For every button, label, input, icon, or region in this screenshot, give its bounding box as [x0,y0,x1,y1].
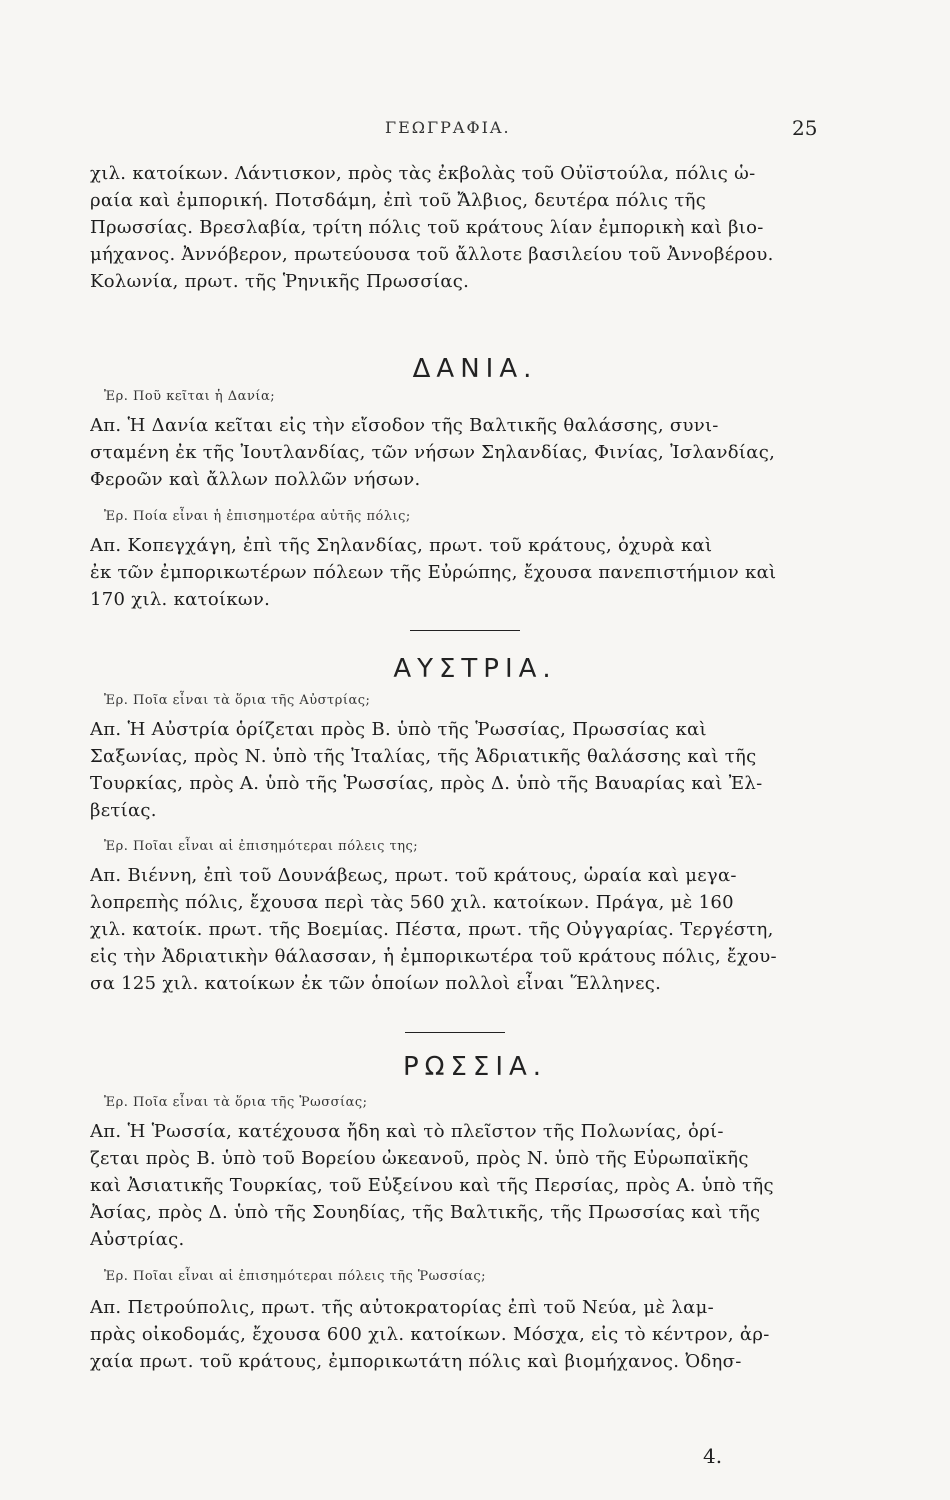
text-line: ραία καὶ ἐμπορική. Ποτσδάμη, ἐπὶ τοῦ Ἄλβιος, δευτέρα πόλις τῆς [90,190,707,211]
text-line: Απ. Ἡ Ῥωσσία, κατέχουσα ἤδη καὶ τὸ πλεῖστον τῆς Πολωνίας, ὁρί- [90,1121,724,1142]
question-dania-2: Ἐρ. Ποία εἶναι ἡ ἐπισημοτέρα αὐτῆς πόλις; [104,509,411,524]
text-line: Απ. Ἡ Αὐστρία ὁρίζεται πρὸς Β. ὑπὸ τῆς Ῥωσσίας, Πρωσσίας καὶ [90,719,707,740]
answer-austria-2 [90,862,830,997]
text-line: Απ. Βιέννη, ἐπὶ τοῦ Δουνάβεως, πρωτ. τοῦ κράτους, ὡραία καὶ μεγα- [90,865,737,886]
intro-paragraph [90,160,830,295]
text-line: 170 χιλ. κατοίκων. [90,589,271,610]
answer-austria-1 [90,716,830,824]
answer-russia-1 [90,1118,830,1253]
signature-mark: 4. [703,1444,723,1468]
question-austria-2: Ἐρ. Ποῖαι εἶναι αἱ ἐπισημότεραι πόλεις της; [104,839,419,854]
text-line: Τουρκίας, πρὸς Α. ὑπὸ τῆς Ῥωσσίας, πρὸς Δ. ὑπὸ τῆς Βαυαρίας καὶ Ἐλ- [90,773,763,794]
question-russia-1: Ἐρ. Ποῖα εἶναι τὰ ὅρια τῆς Ῥωσσίας; [104,1095,368,1110]
text-line: καὶ Ἀσιατικῆς Τουρκίας, τοῦ Εὐξείνου καὶ τῆς Περσίας, πρὸς Α. ὑπὸ τῆς [90,1175,774,1196]
text-line: Κολωνία, πρωτ. τῆς Ῥηνικῆς Πρωσσίας. [90,271,470,292]
text-line: χαία πρωτ. τοῦ κράτους, ἐμπορικωτάτη πόλις καὶ βιομήχανος. Ὀδησ- [90,1351,742,1372]
text-line: εἰς τὴν Ἀδριατικὴν θάλασσαν, ἡ ἐμπορικωτέρα τοῦ κράτους πόλις, ἔχου- [90,946,777,967]
question-austria-1: Ἐρ. Ποῖα εἶναι τὰ ὅρια τῆς Αὐστρίας; [104,693,371,708]
text-line: Πρωσσίας. Βρεσλαβία, τρίτη πόλις τοῦ κράτους λίαν ἐμπορικὴ καὶ βιο- [90,217,764,238]
answer-dania-2 [90,532,830,613]
text-line: χιλ. κατοίκ. πρωτ. τῆς Βοεμίας. Πέστα, πρωτ. τῆς Οὐγγαρίας. Τεργέστη, [90,919,774,940]
divider [410,630,520,631]
section-heading-russia: ΡΩΣΣΙΑ. [402,1052,548,1082]
text-line: σα 125 χιλ. κατοίκων ἐκ τῶν ὁποίων πολλοὶ εἶναι Ἕλληνες. [90,973,662,994]
text-line: ἐκ τῶν ἐμπορικωτέρων πόλεων τῆς Εὐρώπης, ἔχουσα πανεπιστήμιον καὶ [90,562,777,583]
text-line: Απ. Ἡ Δανία κεῖται εἰς τὴν εἴσοδον τῆς Βαλτικῆς θαλάσσης, συνι- [90,415,719,436]
running-head [0,118,950,144]
answer-russia-2 [90,1294,830,1375]
text-line: Απ. Πετρούπολις, πρωτ. τῆς αὐτοκρατορίας ἐπὶ τοῦ Νεύα, μὲ λαμ- [90,1297,714,1318]
section-heading-austria: ΑΥΣΤΡΙΑ. [393,654,557,684]
answer-dania-1 [90,412,830,493]
text-line: Σαξωνίας, πρὸς Ν. ὑπὸ τῆς Ἰταλίας, τῆς Ἀδριατικῆς θαλάσσης καὶ τῆς [90,746,757,767]
divider [405,1032,505,1033]
text-line: βετίας. [90,800,157,821]
text-line: ζεται πρὸς Β. ὑπὸ τοῦ Βορείου ὠκεανοῦ, πρὸς Ν. ὑπὸ τῆς Εὐρωπαϊκῆς [90,1148,749,1169]
question-russia-2: Ἐρ. Ποῖαι εἶναι αἱ ἐπισημότεραι πόλεις τῆς Ῥωσσίας; [104,1269,487,1284]
text-line: σταμένη ἐκ τῆς Ἰουτλανδίας, τῶν νήσων Σηλανδίας, Φινίας, Ἰσλανδίας, [90,442,776,463]
text-line: Φεροῶν καὶ ἄλλων πολλῶν νήσων. [90,469,421,490]
running-title: ΓΕΩΓΡΑΦΙΑ. [385,118,511,137]
text-line: Απ. Κοπεγχάγη, ἐπὶ τῆς Σηλανδίας, πρωτ. τοῦ κράτους, ὀχυρὰ καὶ [90,535,713,556]
text-line: μήχανος. Ἀννόβερον, πρωτεύουσα τοῦ ἄλλοτε βασιλείου τοῦ Ἀννοβέρου. [90,244,774,265]
text-line: χιλ. κατοίκων. Λάντισκον, πρὸς τὰς ἐκβολὰς τοῦ Οὐϊστούλα, πόλις ὡ- [90,163,756,184]
question-dania-1: Ἐρ. Ποῦ κεῖται ἡ Δανία; [104,389,276,404]
text-line: Ἀσίας, πρὸς Δ. ὑπὸ τῆς Σουηδίας, τῆς Βαλτικῆς, τῆς Πρωσσίας καὶ τῆς [90,1202,761,1223]
text-line: Αὐστρίας. [90,1229,185,1250]
text-line: πρὰς οἰκοδομάς, ἔχουσα 600 χιλ. κατοίκων. Μόσχα, εἰς τὸ κέντρον, ἀρ- [90,1324,770,1345]
section-heading-dania: ΔΑΝΙΑ. [412,354,538,384]
text-line: λοπρεπὴς πόλις, ἔχουσα περὶ τὰς 560 χιλ. κατοίκων. Πράγα, μὲ 160 [90,892,734,913]
page-number: 25 [792,116,818,140]
